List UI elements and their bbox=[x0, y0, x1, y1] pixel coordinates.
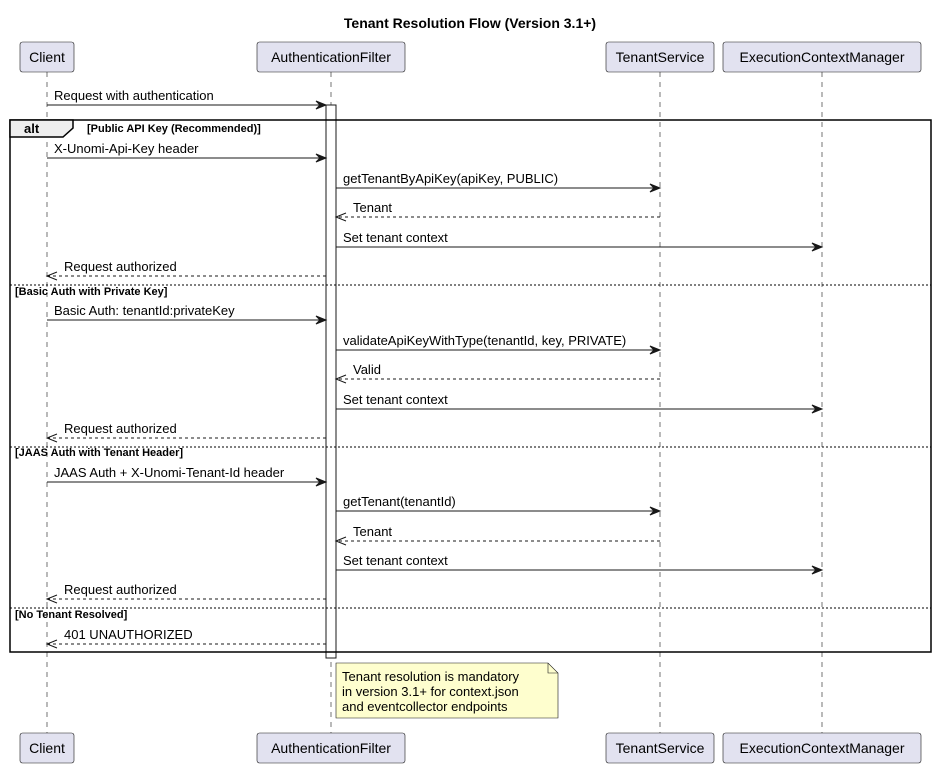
participant-label: AuthenticationFilter bbox=[271, 740, 391, 756]
participant-ecm-top bbox=[723, 42, 921, 72]
message-label: Set tenant context bbox=[343, 553, 448, 568]
participant-authfilter-top bbox=[257, 42, 405, 72]
message bbox=[336, 171, 660, 192]
alt-guard: [JAAS Auth with Tenant Header] bbox=[15, 447, 184, 459]
participant-tenantservice-bottom bbox=[606, 733, 714, 763]
messages bbox=[47, 88, 822, 648]
message bbox=[47, 582, 326, 603]
activation-bars bbox=[326, 105, 336, 658]
message bbox=[47, 141, 326, 162]
message bbox=[47, 88, 326, 109]
note bbox=[336, 663, 558, 718]
message-label: Set tenant context bbox=[343, 230, 448, 245]
message bbox=[336, 362, 660, 383]
message-label: Request authorized bbox=[64, 421, 177, 436]
message-label: getTenant(tenantId) bbox=[343, 494, 456, 509]
alt-guard: [Public API Key (Recommended)] bbox=[87, 123, 261, 135]
message-label: Request with authentication bbox=[54, 88, 214, 103]
note-line: Tenant resolution is mandatory bbox=[342, 669, 520, 684]
participant-label: TenantService bbox=[615, 740, 705, 756]
participant-client-top bbox=[20, 42, 74, 72]
message-label: Valid bbox=[353, 362, 381, 377]
message-label: 401 UNAUTHORIZED bbox=[64, 627, 193, 642]
participant-tenantservice-top bbox=[606, 42, 714, 72]
message bbox=[336, 553, 822, 574]
participant-label: AuthenticationFilter bbox=[271, 49, 391, 65]
message bbox=[47, 421, 326, 442]
diagram-title: Tenant Resolution Flow (Version 3.1+) bbox=[343, 15, 597, 31]
participant-label: Client bbox=[29, 740, 65, 756]
message bbox=[336, 333, 660, 354]
message bbox=[336, 392, 822, 413]
message-label: Tenant bbox=[353, 524, 393, 539]
participant-ecm-bottom bbox=[723, 733, 921, 763]
participant-label: Client bbox=[29, 49, 65, 65]
participant-label: ExecutionContextManager bbox=[739, 740, 905, 756]
message bbox=[47, 259, 326, 280]
alt-guard: [No Tenant Resolved] bbox=[15, 609, 128, 621]
message bbox=[47, 627, 326, 648]
message-label: Request authorized bbox=[64, 259, 177, 274]
participant-client-bottom bbox=[20, 733, 74, 763]
activation-bar-authfilter bbox=[326, 105, 336, 658]
message-label: Request authorized bbox=[64, 582, 177, 597]
participant-label: TenantService bbox=[615, 49, 705, 65]
message-label: X-Unomi-Api-Key header bbox=[54, 141, 199, 156]
message-label: Set tenant context bbox=[343, 392, 448, 407]
note-line: in version 3.1+ for context.json bbox=[342, 684, 519, 699]
alt-frame bbox=[10, 120, 931, 652]
message bbox=[336, 230, 822, 251]
message-label: Basic Auth: tenantId:privateKey bbox=[54, 303, 235, 318]
message-label: JAAS Auth + X-Unomi-Tenant-Id header bbox=[54, 465, 285, 480]
message-label: Tenant bbox=[353, 200, 393, 215]
message bbox=[47, 465, 326, 486]
note-line: and eventcollector endpoints bbox=[342, 699, 508, 714]
alt-keyword: alt bbox=[24, 121, 40, 136]
message bbox=[336, 524, 660, 545]
alt-fragment bbox=[10, 120, 931, 652]
message bbox=[336, 200, 660, 221]
participant-label: ExecutionContextManager bbox=[739, 49, 905, 65]
participant-authfilter-bottom bbox=[257, 733, 405, 763]
message-label: validateApiKeyWithType(tenantId, key, PRIVATE) bbox=[343, 333, 627, 348]
message bbox=[47, 303, 326, 324]
message-label: getTenantByApiKey(apiKey, PUBLIC) bbox=[343, 171, 559, 186]
alt-keyword-tab bbox=[10, 120, 73, 137]
alt-guard: [Basic Auth with Private Key] bbox=[15, 286, 168, 298]
message bbox=[336, 494, 660, 515]
